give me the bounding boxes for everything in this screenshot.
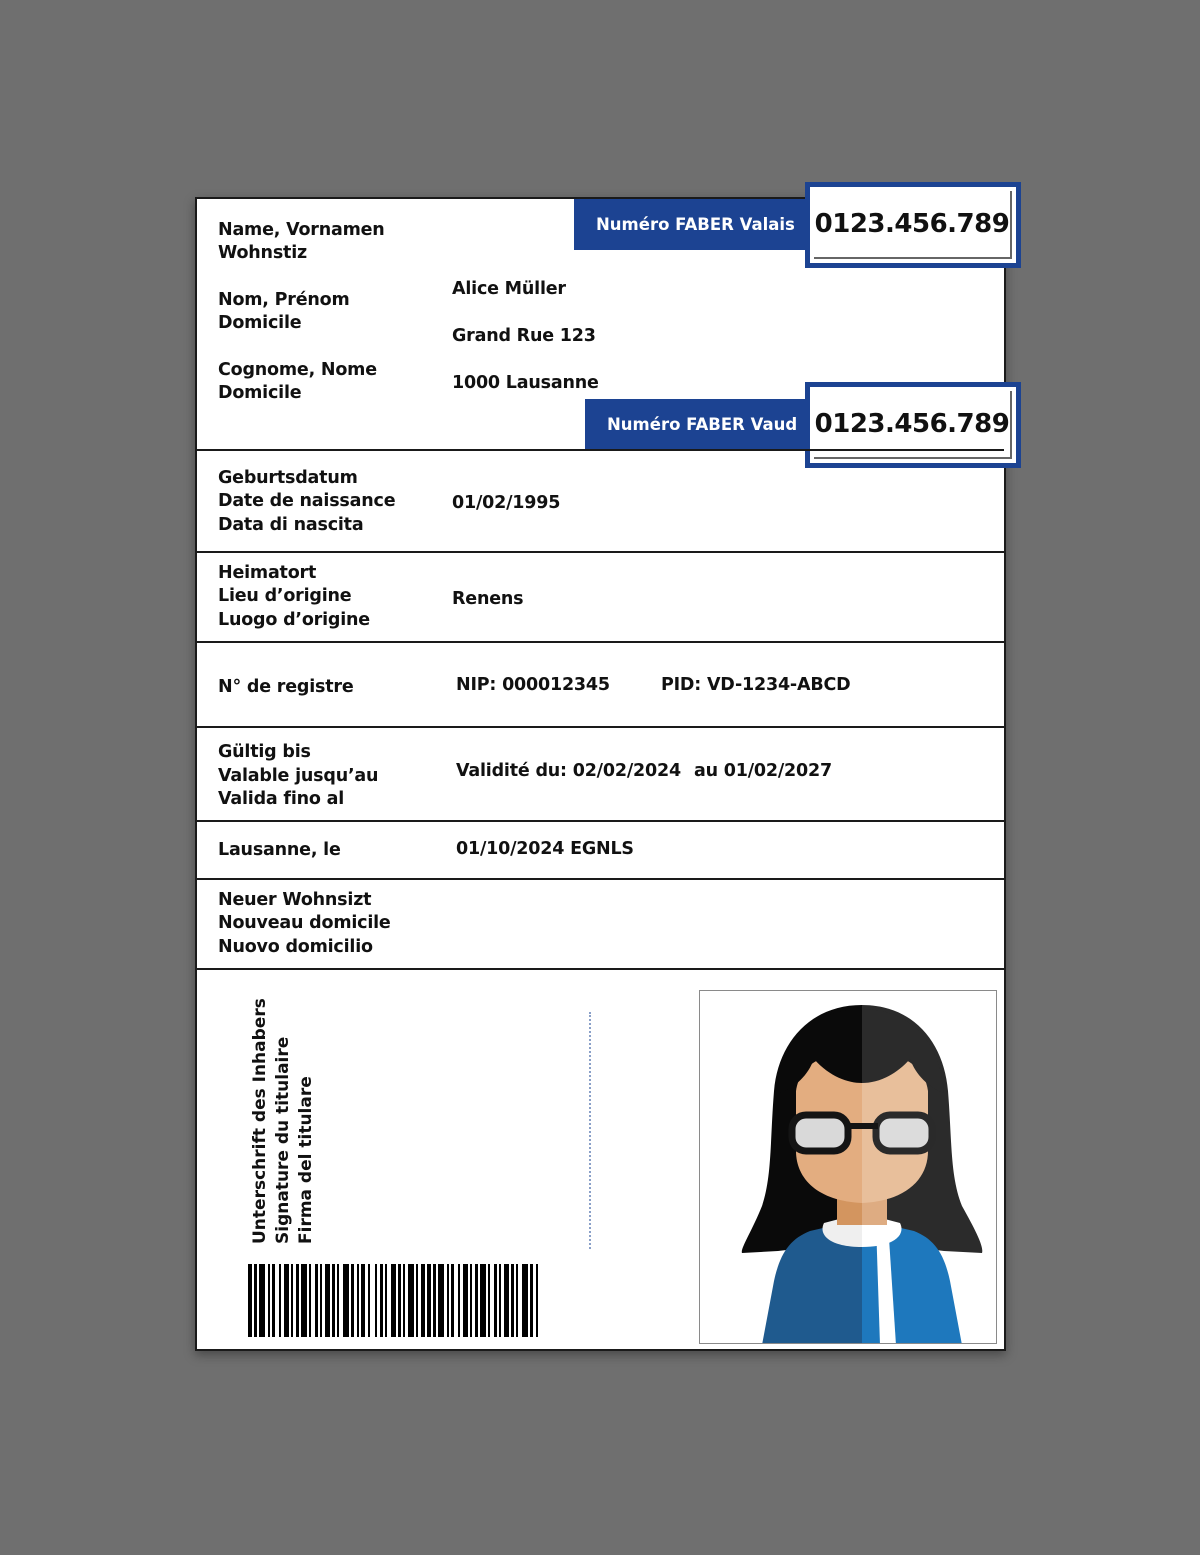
nip-value: NIP: 000012345	[456, 675, 610, 695]
permit-card	[195, 197, 1010, 1351]
holder-name: Alice Müller	[452, 279, 566, 299]
pid-value: PID: VD-1234-ABCD	[661, 675, 851, 695]
label-signature-it: Firma del titulare	[296, 1076, 316, 1244]
divider	[197, 968, 1004, 970]
divider	[197, 551, 1004, 553]
divider	[197, 449, 1004, 451]
faber-vaud-number: 0123.456.789	[814, 391, 1012, 459]
photo-frame	[699, 990, 997, 1344]
issued-value: 01/10/2024 EGNLS	[456, 839, 634, 859]
barcode-icon	[248, 1264, 540, 1337]
label-origin-de: Heimatort	[218, 563, 317, 583]
label-valid-it: Valida fino al	[218, 789, 345, 809]
faber-vaud-box	[805, 382, 1021, 468]
divider	[197, 878, 1004, 880]
origin-value: Renens	[452, 589, 524, 609]
label-newdom-de: Neuer Wohnsizt	[218, 890, 372, 910]
label-name-de: Name, Vornamen	[218, 220, 385, 240]
label-signature-fr: Signature du titulaire	[273, 1036, 293, 1244]
label-newdom-fr: Nouveau domicile	[218, 913, 391, 933]
label-issued: Lausanne, le	[218, 840, 341, 860]
label-birth-fr: Date de naissance	[218, 491, 396, 511]
divider	[197, 726, 1004, 728]
label-origin-fr: Lieu d’origine	[218, 586, 352, 606]
label-domicile-fr: Domicile	[218, 313, 302, 333]
faber-valais-number: 0123.456.789	[814, 191, 1012, 259]
label-origin-it: Luogo d’origine	[218, 610, 370, 630]
label-name-fr: Nom, Prénom	[218, 290, 350, 310]
label-register: N° de registre	[218, 677, 354, 697]
label-birth-it: Data di nascita	[218, 515, 364, 535]
holder-street: Grand Rue 123	[452, 326, 596, 346]
valid-to: au 01/02/2027	[694, 761, 832, 781]
label-signature-de: Unterschrift des Inhabers	[250, 998, 270, 1244]
signature-line	[589, 1012, 591, 1249]
faber-valais-label: Numéro FABER Valais	[574, 199, 808, 250]
person-portrait-icon	[700, 991, 997, 1344]
label-newdom-it: Nuovo domicilio	[218, 937, 373, 957]
label-birth-de: Geburtsdatum	[218, 468, 358, 488]
divider	[197, 641, 1004, 643]
label-valid-de: Gültig bis	[218, 742, 311, 762]
faber-valais-box	[805, 182, 1021, 268]
label-domicile-it: Domicile	[218, 383, 302, 403]
birth-date: 01/02/1995	[452, 493, 561, 513]
faber-vaud-label: Numéro FABER Vaud	[585, 399, 808, 450]
label-valid-fr: Valable jusqu’au	[218, 766, 379, 786]
signature-labels	[249, 998, 318, 1244]
divider	[197, 820, 1004, 822]
label-name-it: Cognome, Nome	[218, 360, 377, 380]
holder-city: 1000 Lausanne	[452, 373, 599, 393]
valid-from: Validité du: 02/02/2024	[456, 761, 681, 781]
label-domicile-de: Wohnstiz	[218, 243, 307, 263]
